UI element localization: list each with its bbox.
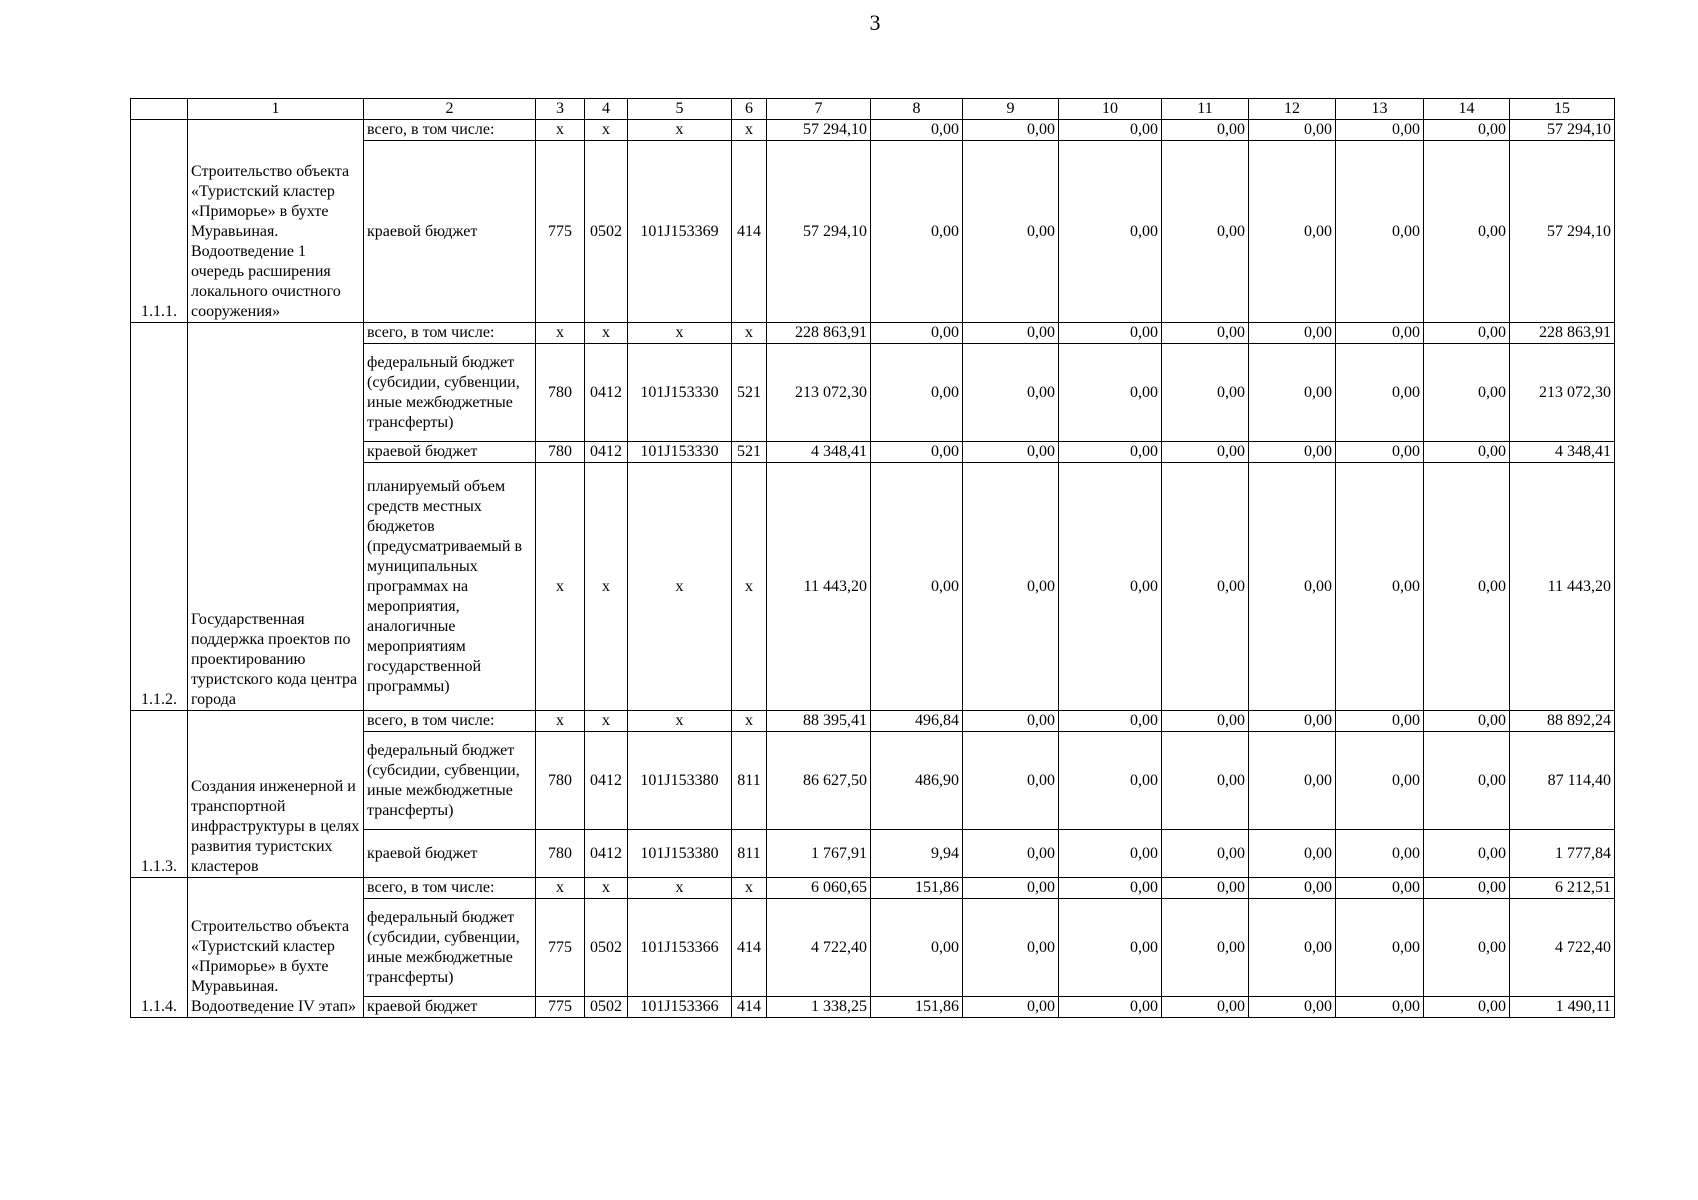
section-code: 0412 [585, 732, 628, 830]
grbs-code: x [536, 711, 585, 732]
value-cell: 57 294,10 [767, 120, 871, 141]
value-cell: 4 348,41 [767, 442, 871, 463]
value-cell: 151,86 [871, 997, 963, 1018]
value-cell: 0,00 [1424, 344, 1510, 442]
grbs-code: x [536, 323, 585, 344]
value-cell: 1 767,91 [767, 830, 871, 878]
header-cell-empty [131, 99, 188, 120]
value-cell: 0,00 [871, 344, 963, 442]
expense-type-code: 811 [732, 732, 767, 830]
value-cell: 0,00 [1162, 141, 1249, 323]
value-cell: 0,00 [1424, 899, 1510, 997]
expense-type-code: 414 [732, 141, 767, 323]
value-cell: 0,00 [1249, 323, 1336, 344]
value-cell: 0,00 [1424, 120, 1510, 141]
total-value-cell: 6 212,51 [1510, 878, 1615, 899]
header-cell: 14 [1424, 99, 1510, 120]
value-cell: 0,00 [1162, 442, 1249, 463]
expense-type-code: x [732, 323, 767, 344]
funding-source: всего, в том числе: [364, 878, 536, 899]
grbs-code: x [536, 120, 585, 141]
item-code: 1.1.1. [131, 120, 188, 323]
funding-source: краевой бюджет [364, 141, 536, 323]
section-code: x [585, 120, 628, 141]
value-cell: 57 294,10 [767, 141, 871, 323]
grbs-code: 775 [536, 141, 585, 323]
total-value-cell: 1 777,84 [1510, 830, 1615, 878]
value-cell: 486,90 [871, 732, 963, 830]
section-code: 0502 [585, 899, 628, 997]
header-cell: 2 [364, 99, 536, 120]
item-name: Государственная поддержка проектов по проектированию туристского кода центра города [188, 323, 364, 711]
total-value-cell: 228 863,91 [1510, 323, 1615, 344]
value-cell: 213 072,30 [767, 344, 871, 442]
header-cell: 13 [1336, 99, 1424, 120]
value-cell: 0,00 [1336, 141, 1424, 323]
value-cell: 0,00 [871, 120, 963, 141]
item-code: 1.1.4. [131, 878, 188, 1018]
value-cell: 0,00 [1059, 899, 1162, 997]
value-cell: 0,00 [1162, 463, 1249, 711]
target-article-code: 101J153366 [628, 997, 732, 1018]
funding-source: всего, в том числе: [364, 711, 536, 732]
value-cell: 0,00 [1249, 830, 1336, 878]
value-cell: 0,00 [1424, 141, 1510, 323]
expense-type-code: x [732, 878, 767, 899]
grbs-code: 775 [536, 997, 585, 1018]
value-cell: 0,00 [1162, 344, 1249, 442]
header-cell: 3 [536, 99, 585, 120]
target-article-code: 101J153380 [628, 732, 732, 830]
section-code: 0412 [585, 830, 628, 878]
grbs-code: 780 [536, 344, 585, 442]
section-code: x [585, 878, 628, 899]
value-cell: 88 395,41 [767, 711, 871, 732]
value-cell: 0,00 [1336, 442, 1424, 463]
value-cell: 0,00 [963, 323, 1059, 344]
value-cell: 86 627,50 [767, 732, 871, 830]
value-cell: 0,00 [963, 878, 1059, 899]
header-cell: 1 [188, 99, 364, 120]
expense-type-code: x [732, 711, 767, 732]
value-cell: 4 722,40 [767, 899, 871, 997]
funding-source: всего, в том числе: [364, 323, 536, 344]
header-cell: 8 [871, 99, 963, 120]
value-cell: 0,00 [871, 442, 963, 463]
section-code: 0502 [585, 997, 628, 1018]
value-cell: 0,00 [1336, 323, 1424, 344]
value-cell: 0,00 [1424, 878, 1510, 899]
value-cell: 0,00 [871, 141, 963, 323]
value-cell: 0,00 [1336, 344, 1424, 442]
value-cell: 0,00 [963, 442, 1059, 463]
target-article-code: x [628, 463, 732, 711]
item-name: Создания инженерной и транспортной инфраструктуры в целях развития туристских кластеров [188, 711, 364, 878]
target-article-code: 101J153369 [628, 141, 732, 323]
section-code: 0412 [585, 344, 628, 442]
value-cell: 0,00 [1059, 344, 1162, 442]
expense-type-code: x [732, 120, 767, 141]
grbs-code: x [536, 878, 585, 899]
item-name: Строительство объекта «Туристский кластер «Приморье» в бухте Муравьиная. Водоотведение 1 очередь расширения локального очистного сооружения» [188, 120, 364, 323]
value-cell: 0,00 [1059, 141, 1162, 323]
value-cell: 0,00 [1336, 463, 1424, 711]
value-cell: 0,00 [1424, 463, 1510, 711]
value-cell: 0,00 [1162, 711, 1249, 732]
value-cell: 1 338,25 [767, 997, 871, 1018]
total-value-cell: 4 722,40 [1510, 899, 1615, 997]
header-cell: 9 [963, 99, 1059, 120]
header-row [131, 99, 1615, 120]
target-article-code: x [628, 711, 732, 732]
value-cell: 0,00 [1249, 997, 1336, 1018]
grbs-code: 780 [536, 732, 585, 830]
value-cell: 0,00 [963, 344, 1059, 442]
value-cell: 9,94 [871, 830, 963, 878]
value-cell: 228 863,91 [767, 323, 871, 344]
value-cell: 0,00 [1249, 120, 1336, 141]
value-cell: 0,00 [1162, 899, 1249, 997]
section-code: 0502 [585, 141, 628, 323]
value-cell: 0,00 [1249, 878, 1336, 899]
value-cell: 0,00 [1162, 323, 1249, 344]
table-row [131, 878, 1615, 899]
target-article-code: x [628, 120, 732, 141]
value-cell: 496,84 [871, 711, 963, 732]
value-cell: 0,00 [1424, 711, 1510, 732]
funding-source: федеральный бюджет (субсидии, субвенции, иные межбюджетные трансферты) [364, 344, 536, 442]
header-cell: 6 [732, 99, 767, 120]
header-cell: 11 [1162, 99, 1249, 120]
funding-source: планируемый объем средств местных бюджетов (предусматриваемый в муниципальных программах на мероприятия, аналогичные мероприятиям государственной программы) [364, 463, 536, 711]
section-code: x [585, 711, 628, 732]
expense-type-code: 521 [732, 442, 767, 463]
table-row [131, 323, 1615, 344]
funding-source: федеральный бюджет (субсидии, субвенции, иные межбюджетные трансферты) [364, 732, 536, 830]
target-article-code: x [628, 878, 732, 899]
section-code: x [585, 463, 628, 711]
value-cell: 0,00 [963, 711, 1059, 732]
total-value-cell: 57 294,10 [1510, 141, 1615, 323]
value-cell: 0,00 [963, 120, 1059, 141]
expense-type-code: x [732, 463, 767, 711]
total-value-cell: 213 072,30 [1510, 344, 1615, 442]
target-article-code: 101J153366 [628, 899, 732, 997]
value-cell: 0,00 [1059, 732, 1162, 830]
value-cell: 0,00 [1249, 732, 1336, 830]
value-cell: 0,00 [1249, 711, 1336, 732]
expense-type-code: 521 [732, 344, 767, 442]
total-value-cell: 88 892,24 [1510, 711, 1615, 732]
value-cell: 0,00 [1424, 442, 1510, 463]
header-cell: 7 [767, 99, 871, 120]
value-cell: 6 060,65 [767, 878, 871, 899]
value-cell: 0,00 [1162, 878, 1249, 899]
grbs-code: x [536, 463, 585, 711]
value-cell: 0,00 [1162, 732, 1249, 830]
total-value-cell: 1 490,11 [1510, 997, 1615, 1018]
value-cell: 0,00 [963, 830, 1059, 878]
value-cell: 0,00 [963, 463, 1059, 711]
funding-source: краевой бюджет [364, 830, 536, 878]
value-cell: 0,00 [871, 899, 963, 997]
header-cell: 15 [1510, 99, 1615, 120]
value-cell: 0,00 [1249, 141, 1336, 323]
page-number: 3 [869, 10, 881, 35]
value-cell: 0,00 [1336, 899, 1424, 997]
value-cell: 0,00 [1162, 120, 1249, 141]
target-article-code: 101J153330 [628, 442, 732, 463]
total-value-cell: 87 114,40 [1510, 732, 1615, 830]
funding-source: всего, в том числе: [364, 120, 536, 141]
funding-source: федеральный бюджет (субсидии, субвенции, иные межбюджетные трансферты) [364, 899, 536, 997]
value-cell: 151,86 [871, 878, 963, 899]
funding-source: краевой бюджет [364, 997, 536, 1018]
budget-table [130, 98, 1615, 1018]
value-cell: 0,00 [1162, 997, 1249, 1018]
total-value-cell: 4 348,41 [1510, 442, 1615, 463]
expense-type-code: 414 [732, 899, 767, 997]
target-article-code: x [628, 323, 732, 344]
funding-source: краевой бюджет [364, 442, 536, 463]
value-cell: 0,00 [1059, 830, 1162, 878]
value-cell: 0,00 [1336, 732, 1424, 830]
value-cell: 0,00 [871, 463, 963, 711]
value-cell: 0,00 [1249, 463, 1336, 711]
value-cell: 11 443,20 [767, 463, 871, 711]
expense-type-code: 414 [732, 997, 767, 1018]
value-cell: 0,00 [1059, 711, 1162, 732]
header-cell: 4 [585, 99, 628, 120]
target-article-code: 101J153330 [628, 344, 732, 442]
value-cell: 0,00 [1336, 997, 1424, 1018]
value-cell: 0,00 [963, 899, 1059, 997]
value-cell: 0,00 [1424, 323, 1510, 344]
value-cell: 0,00 [1059, 878, 1162, 899]
value-cell: 0,00 [963, 141, 1059, 323]
value-cell: 0,00 [1249, 899, 1336, 997]
grbs-code: 775 [536, 899, 585, 997]
header-cell: 10 [1059, 99, 1162, 120]
value-cell: 0,00 [1162, 830, 1249, 878]
header-cell: 12 [1249, 99, 1336, 120]
value-cell: 0,00 [1336, 120, 1424, 141]
item-code: 1.1.2. [131, 323, 188, 711]
value-cell: 0,00 [1424, 732, 1510, 830]
value-cell: 0,00 [1424, 830, 1510, 878]
value-cell: 0,00 [1059, 442, 1162, 463]
item-name: Строительство объекта «Туристский кластер «Приморье» в бухте Муравьиная. Водоотведение IV этап» [188, 878, 364, 1018]
value-cell: 0,00 [1336, 830, 1424, 878]
value-cell: 0,00 [1249, 344, 1336, 442]
target-article-code: 101J153380 [628, 830, 732, 878]
value-cell: 0,00 [1059, 997, 1162, 1018]
value-cell: 0,00 [1059, 323, 1162, 344]
total-value-cell: 57 294,10 [1510, 120, 1615, 141]
item-code: 1.1.3. [131, 711, 188, 878]
section-code: x [585, 323, 628, 344]
total-value-cell: 11 443,20 [1510, 463, 1615, 711]
value-cell: 0,00 [963, 732, 1059, 830]
header-cell: 5 [628, 99, 732, 120]
value-cell: 0,00 [963, 997, 1059, 1018]
value-cell: 0,00 [1336, 878, 1424, 899]
value-cell: 0,00 [1336, 711, 1424, 732]
value-cell: 0,00 [1059, 120, 1162, 141]
grbs-code: 780 [536, 830, 585, 878]
value-cell: 0,00 [1249, 442, 1336, 463]
table-row [131, 120, 1615, 141]
value-cell: 0,00 [1424, 997, 1510, 1018]
section-code: 0412 [585, 442, 628, 463]
grbs-code: 780 [536, 442, 585, 463]
value-cell: 0,00 [1059, 463, 1162, 711]
table-row [131, 711, 1615, 732]
expense-type-code: 811 [732, 830, 767, 878]
value-cell: 0,00 [871, 323, 963, 344]
